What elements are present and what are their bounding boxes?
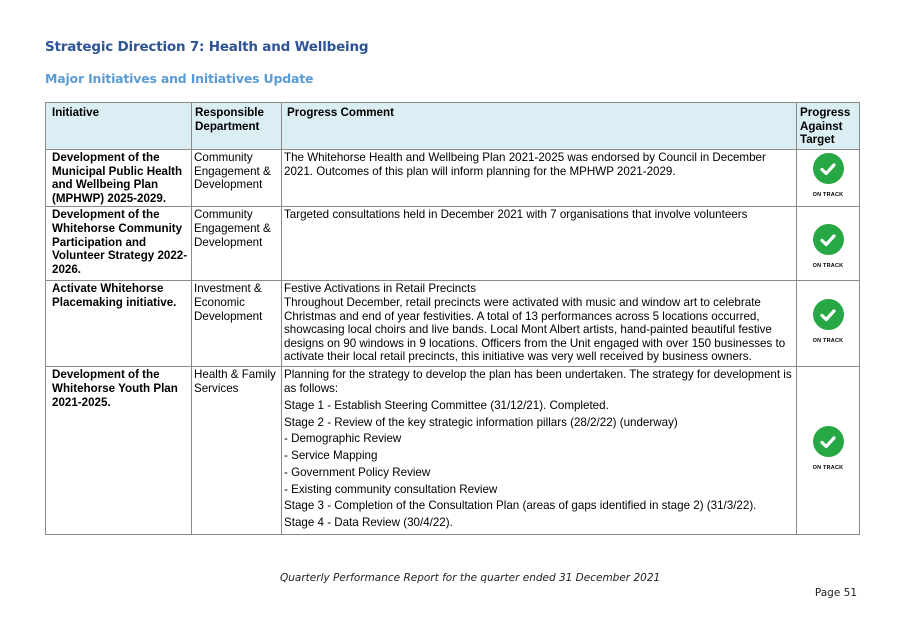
- check-circle-icon: [813, 299, 844, 330]
- comment-line: - Existing community consultation Review: [284, 482, 498, 496]
- table-row: [46, 207, 860, 281]
- status-cell: [797, 207, 860, 281]
- initiative-cell: Activate Whitehorse Placemaking initiative.: [46, 281, 192, 367]
- comment-line: Festive Activations in Retail Precincts: [284, 282, 477, 296]
- comment-line: - Government Policy Review: [284, 465, 431, 479]
- comment-line: - Demographic Review: [284, 432, 402, 446]
- department-cell: Community Engagement & Development: [192, 207, 282, 281]
- section-heading: Strategic Direction 7: Health and Wellbeing: [45, 39, 369, 55]
- initiative-cell: Development of the Municipal Public Health and Wellbeing Plan (MPHWP) 2025-2029.: [46, 150, 192, 207]
- initiative-cell: Development of the Whitehorse Community Participation and Volunteer Strategy 2022-2026.: [46, 207, 192, 281]
- header-progress: Progress Against Target: [797, 103, 860, 150]
- table-row: [46, 150, 860, 207]
- status-badge: [813, 299, 844, 349]
- department-cell: Health & Family Services: [192, 367, 282, 535]
- comment-line: Targeted consultations held in December 2021 with 7 organisations that involve volunteers: [284, 208, 748, 222]
- status-cell: [797, 150, 860, 207]
- header-department: Responsible Department: [192, 103, 282, 150]
- comment-line: Stage 3 - Completion of the Consultation Plan (areas of gaps identified in stage 2) (31/3/22).: [284, 499, 757, 513]
- section-subheading: Major Initiatives and Initiatives Update: [45, 71, 314, 86]
- status-label: ON TRACK: [812, 263, 844, 270]
- status-cell: [797, 281, 860, 367]
- table-header-row: [46, 103, 860, 150]
- comment-cell: [282, 367, 797, 535]
- comment-cell: [282, 281, 797, 367]
- header-initiative: Initiative: [46, 103, 192, 150]
- status-label: ON TRACK: [812, 338, 844, 345]
- department-cell: Investment & Economic Development: [192, 281, 282, 367]
- status-badge: [813, 426, 844, 476]
- status-badge: [813, 224, 844, 274]
- header-comment: Progress Comment: [282, 103, 797, 150]
- comment-line: Stage 4 - Data Review (30/4/22).: [284, 516, 453, 530]
- page-number: Page 51: [814, 587, 857, 599]
- report-footer: Quarterly Performance Report for the quarter ended 31 December 2021: [280, 572, 661, 584]
- comment-line: The Whitehorse Health and Wellbeing Plan 2021-2025 was endorsed by Council in December 2021. Outcomes of this plan will inform planning for the MPHWP 2021-2029.: [284, 151, 766, 178]
- check-circle-icon: [813, 153, 844, 184]
- initiative-cell: Development of the Whitehorse Youth Plan 2021-2025.: [46, 367, 192, 535]
- table-row: [46, 367, 860, 535]
- status-label: ON TRACK: [812, 192, 844, 199]
- initiatives-table: [45, 102, 860, 535]
- comment-line: Stage 1 - Establish Steering Committee (31/12/21). Completed.: [284, 398, 609, 412]
- status-label: ON TRACK: [812, 465, 844, 472]
- comment-line: Stage 2 - Review of the key strategic information pillars (28/2/22) (underway): [284, 415, 678, 429]
- comment-cell: [282, 150, 797, 207]
- status-cell: [797, 367, 860, 535]
- comment-line: Planning for the strategy to develop the plan has been undertaken. The strategy for development is as follows:: [284, 368, 792, 395]
- comment-line: Throughout December, retail precincts were activated with music and window art to celebrate Christmas and end of year festivities. A total of 13 performances across 5 locations occurred, showcasing local choirs and live bands. Local Mont Albert artists, hand-painted beautiful festive designs on 90 windows in 9 locations. Officers from the Unit engaged with over 150 businesses to activate their local retail precincts, this initiative was very well received by business owners.: [284, 295, 786, 364]
- check-circle-icon: [813, 426, 844, 457]
- department-cell: Community Engagement & Development: [192, 150, 282, 207]
- comment-line: - Service Mapping: [284, 449, 378, 463]
- status-badge: [813, 153, 844, 203]
- comment-cell: [282, 207, 797, 281]
- table-row: [46, 281, 860, 367]
- check-circle-icon: [813, 224, 844, 255]
